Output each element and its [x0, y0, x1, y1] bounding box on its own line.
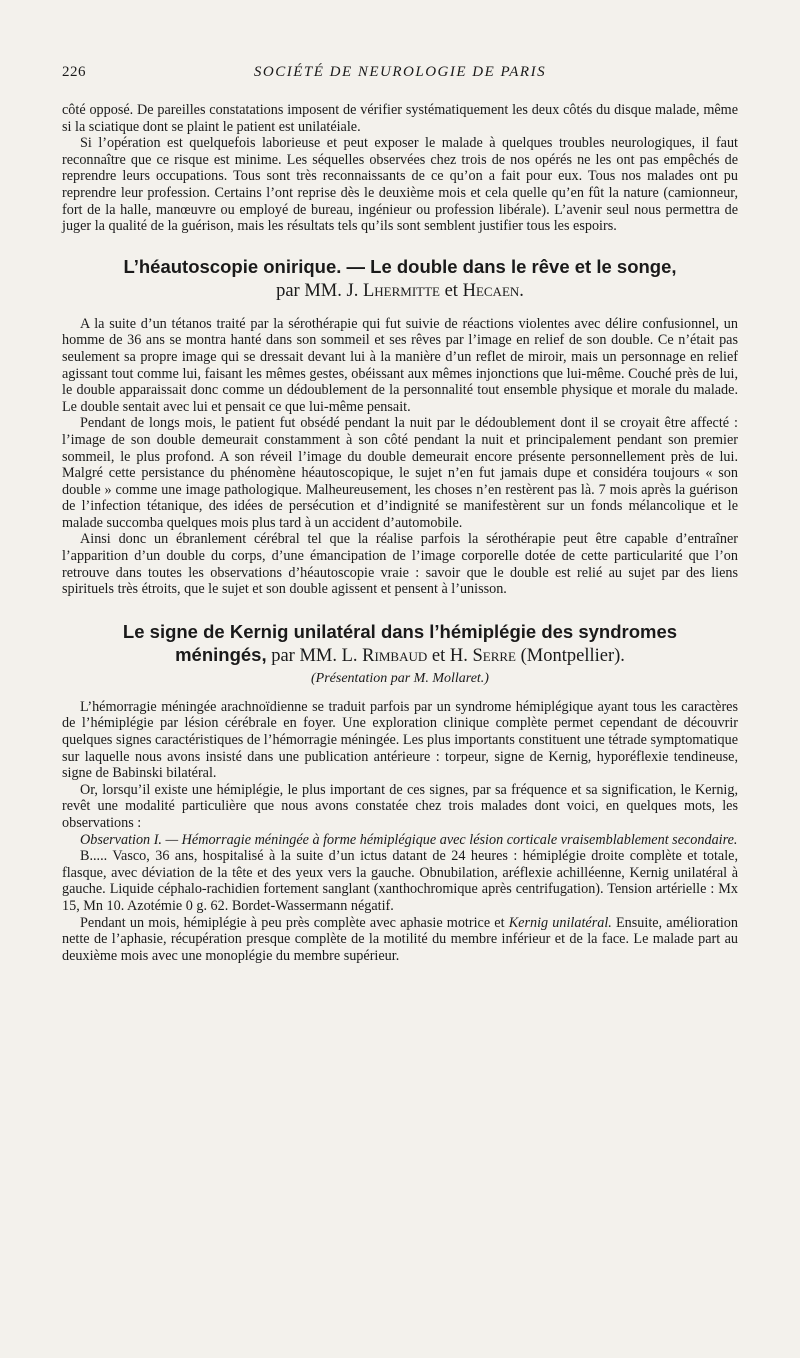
section2-paragraph-2: Or, lorsqu’il existe une hémiplégie, le plus important de ces signes, par sa fréquence et sa signification, le Kernig, revêt une modalité particulière que nous avons constatée chez trois malades dont voici, en quelques mots, les observations : [62, 781, 738, 831]
section1-paragraph-1: A la suite d’un tétanos traité par la sérothérapie qui fut suivie de réactions violentes avec délire confusionnel, un homme de 36 ans se montra hanté dans son sommeil et ses rêves par l’image en relief de son double. Ce n’était pas seulement sa propre image qui se dressait devant lui à la manière d’un reflet de miroir, mais un personnage en relief agissant tout comme lui, faisant les mêmes gestes, obéissant aux mêmes injonctions que lui-même. Couché près de lui, le double apparaissait donc comme un dédoublement de la personnalité tout ensemble physique et morale du malade. Le double sentait avec lui et pensait ce que lui-même pensait. [62, 315, 738, 415]
author-rimbaud: Rimbaud [362, 645, 428, 666]
section1-title: L’héautoscopie onirique. — Le double dans le rêve et le songe, [123, 255, 677, 277]
author-serre: Serre [472, 645, 516, 666]
section2-authors [267, 646, 625, 666]
paragraph-text: Pendant un mois, hémiplégie à peu près complète avec aphasie motrice et [80, 914, 509, 931]
observation-title: Observation I. — Hémorragie méningée à forme hémiplégique avec lésion corticale vraisemblablement secondaire. [80, 831, 738, 848]
journal-title: SOCIÉTÉ DE NEUROLOGIE DE PARIS [253, 64, 547, 80]
section1-authors [276, 281, 524, 301]
kernig-italic: Kernig unilatéral. [508, 914, 612, 931]
authors-prefix: par MM. J. [276, 280, 363, 301]
section2-paragraph-1: L’hémorragie méningée arachnoïdienne se traduit parfois par un syndrome hémiplégique ayant tous les caractères de l’hémiplégie par lésion cérébrale en foyer. Une exploration clinique complète permet cependant de découvrir quelques signes caractéristiques de l’hémorragie méningée. Les plus importants constituent une tétrade symptomatique sur laquelle nous avons insisté dans une publication antérieure : torpeur, signe de Kernig, hyporéflexie tendineuse, signe de Babinski bilatéral. [62, 698, 738, 782]
page-number: 226 [62, 64, 86, 80]
author-lhermitte: Lhermitte [362, 280, 440, 301]
section1-paragraph-3: Ainsi donc un ébranlement cérébral tel que la réalise parfois la sérothérapie peut être capable d’entraîner l’apparition d’un double du corps, d’une émancipation de l’image corporelle dotée de cette particularité que l’on retrouve dans toutes les observations d’héautoscopie vraie : savoir que le double est relié au sujet par des liens spirituels très étroits, que le sujet et son double agissent et pensent à l’unisson. [62, 531, 738, 598]
authors-conjunction: et H. [427, 645, 473, 666]
intro-paragraph-1: côté opposé. De pareilles constatations imposent de vérifier systématiquement les deux côtés du disque malade, même si la sciatique dont se plaint le patient est unilatéiale. [62, 102, 738, 135]
authors-prefix: par MM. L. [266, 645, 363, 666]
section2-title-line1: Le signe de Kernig unilatéral dans l’hémiplégie des syndromes [122, 620, 678, 642]
section2-paragraph-3: B..... Vasco, 36 ans, hospitalisé à la suite d’un ictus datant de 24 heures : hémiplégie droite complète et totale, flasque, avec déviation de la tête et des yeux vers la gauche. Obnubilation, aréflexie achilléenne, Kernig unilatéral à gauche. Liquide céphalo-rachidien fortement sanglant (xanthochromique après centrifugation). Tension artérielle : Mx 15, Mn 10. Azotémie 0 g. 62. Bordet-Wassermann négatif. [62, 848, 738, 914]
author-hecaen: Hecaen. [462, 280, 524, 301]
page [62, 64, 738, 964]
intro-paragraph-2: Si l’opération est quelquefois laborieuse et peut exposer le malade à quelques troubles neurologiques, il faut reconnaître que ce risque est minime. Les séquelles observées chez trois de nos opérés ne les ont pas empêchés de reprendre leurs occupations. Tous sont très reconnaissants de ce qu’on a fait pour eux. Tous nos malades ont pu reprendre leur profession. Certains l’ont reprise dès le deuxième mois et cela quelle qu’en fût la nature (camionneur, fort de la halle, manœuvre ou employé de bureau, ingénieur ou profession libérale). L’avenir seul nous permettra de juger la qualité de la guérison, mais les résultats tels qu’ils sont semblent justifier tous les espoirs. [62, 135, 738, 235]
section1-paragraph-2: Pendant de longs mois, le patient fut obsédé pendant la nuit par le dédoublement dont il se croyait être affecté : l’image de son double demeurait constamment à son côté pendant la nuit et principalement pendant son premier sommeil, le plus profond. A son réveil l’image du double demeurait encore présente personnellement près de lui. Malgré cette persistance du phénomène héautoscopique, le sujet n’en fut jamais dupe et considéra toujours « son double » comme une image pathologique. Malheureusement, les choses n’en restèrent pas là. 7 mois après la guérison de l’infection tétanique, des idées de persécution et d’indignité se manifestèrent sur un fonds mélancolique et le malade succomba quelques mois plus tard à un accident d’automobile. [62, 415, 738, 531]
section2-title-line2: méningés, [175, 643, 267, 665]
section2-heading [62, 620, 738, 667]
authors-conjunction: et [439, 280, 463, 301]
section2-paragraph-4 [62, 915, 738, 965]
authors-affiliation: (Montpellier). [515, 645, 625, 666]
section1-heading [62, 255, 738, 302]
presentation-note: (Présentation par M. Mollaret.) [311, 670, 489, 686]
paragraph-text: Ensuite, amélioration nette de l’aphasie, récupération presque complète de la motilité du membre inférieur et de la face. Le malade part au deuxième mois avec une monoplégie du membre supérieur. [62, 914, 738, 964]
running-header [62, 64, 738, 88]
